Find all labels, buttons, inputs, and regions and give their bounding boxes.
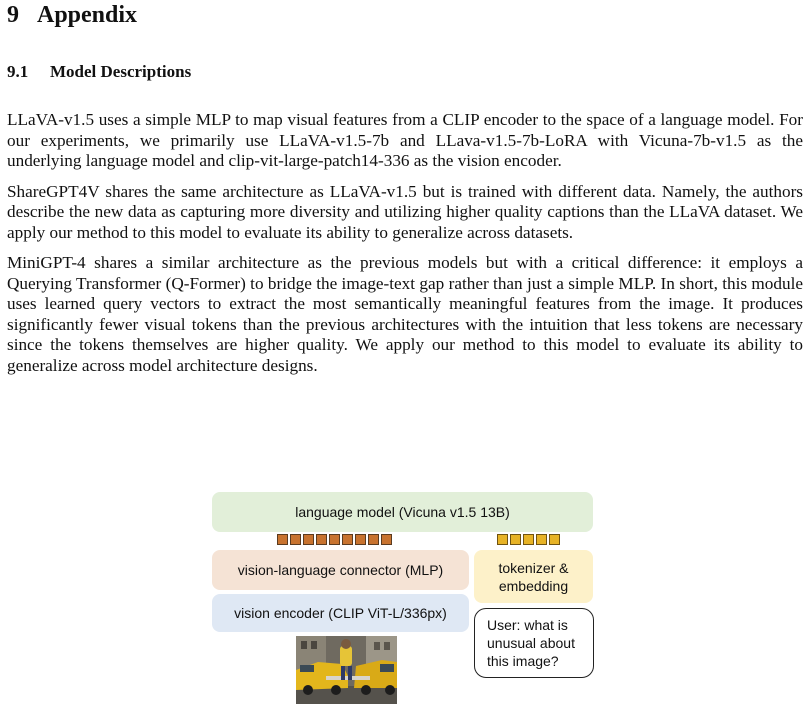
language-model-box bbox=[212, 492, 593, 532]
text-token bbox=[497, 534, 508, 545]
visual-token bbox=[329, 534, 340, 545]
subsection-number: 9.1 bbox=[7, 62, 29, 81]
text-token bbox=[536, 534, 547, 545]
paragraph-sharegpt4v: ShareGPT4V shares the same architecture as LLaVA-v1.5 but is trained with different data. Namely, the authors describe the new data as capturing more diversity and utilizing higher quality captions than the LLaVA dataset. We apply our method to this model to evaluate its ability to generalize across datasets. bbox=[7, 181, 803, 242]
visual-token bbox=[277, 534, 288, 545]
input-image bbox=[296, 636, 397, 704]
vision-encoder-box bbox=[212, 594, 469, 632]
connector-label: vision-language connector (MLP) bbox=[237, 562, 444, 578]
subsection-title: Model Descriptions bbox=[50, 62, 192, 81]
subsection-heading bbox=[7, 62, 191, 82]
tokenizer-label-line1: tokenizer & bbox=[498, 559, 569, 576]
section-number: 9 bbox=[7, 2, 19, 28]
text-token bbox=[510, 534, 521, 545]
visual-token bbox=[381, 534, 392, 545]
paragraph-minigpt4: MiniGPT-4 shares a similar architecture as the previous models but with a critical difference: it employs a Querying Transformer (Q-Former) to bridge the image-text gap rather than just a simple MLP. In short, this module uses learned query vectors to extract the most semantically meaningful features from the image. It produces significantly fewer visual tokens than the previous architectures with the intuition that less tokens are necessary since the tokens themselves are higher quality. We apply our method to this model to evaluate its ability to generalize across model architecture designs. bbox=[7, 253, 803, 375]
visual-token bbox=[342, 534, 353, 545]
text-tokens bbox=[497, 534, 560, 545]
photo-taxi-ironing-man-icon bbox=[296, 636, 397, 704]
visual-token bbox=[316, 534, 327, 545]
user-query-line1: User: what is bbox=[487, 617, 568, 633]
visual-token bbox=[355, 534, 366, 545]
vision-encoder-label: vision encoder (CLIP ViT-L/336px) bbox=[234, 605, 447, 621]
language-model-label: language model (Vicuna v1.5 13B) bbox=[295, 504, 510, 520]
tokenizer-label-line2: embedding bbox=[498, 577, 569, 594]
text-token bbox=[523, 534, 534, 545]
user-query-box bbox=[474, 608, 594, 678]
body-text bbox=[7, 110, 803, 386]
tokenizer-box bbox=[474, 550, 593, 603]
connector-box bbox=[212, 550, 469, 590]
section-title: Appendix bbox=[37, 2, 138, 28]
user-query-line3: this image? bbox=[487, 653, 559, 669]
visual-token bbox=[303, 534, 314, 545]
visual-token bbox=[368, 534, 379, 545]
text-token bbox=[549, 534, 560, 545]
visual-token bbox=[290, 534, 301, 545]
section-heading bbox=[7, 2, 137, 29]
visual-tokens bbox=[277, 534, 392, 545]
paragraph-llava: LLaVA-v1.5 uses a simple MLP to map visual features from a CLIP encoder to the space of a language model. For our experiments, we primarily use LLaVA-v1.5-7b and LLava-v1.5-7b-LoRA with Vicuna-7b-v1.5 as the underlying language model and clip-vit-large-patch14-336 as the vision encoder. bbox=[7, 110, 803, 170]
user-query-line2: unusual about bbox=[487, 635, 575, 651]
